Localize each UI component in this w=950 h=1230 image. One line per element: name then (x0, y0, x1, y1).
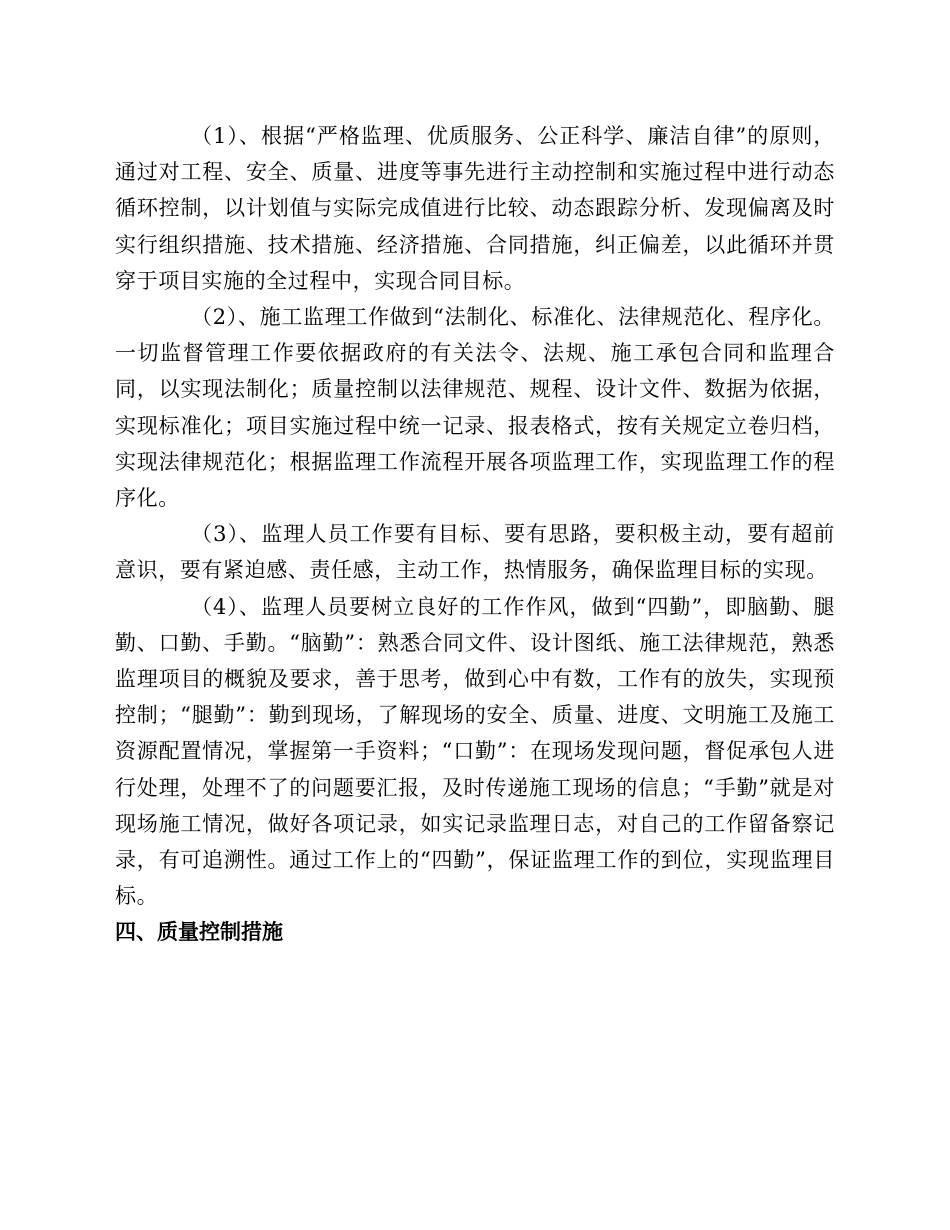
section-heading: 四、质量控制措施 (115, 920, 283, 945)
document-page (115, 118, 835, 951)
paragraph-4: （4）、监理人员要树立良好的工作作风，做到“四勤”，即脑勤、腿勤、口勤、手勤。“脑勤”：熟悉合同文件、设计图纸、施工法律规范，熟悉监理项目的概貌及要求，善于思考，做到心中有数，工作有的放失，实现预控制；“腿勤”：勤到现场，了解现场的安全、质量、进度、文明施工及施工资源配置情况，掌握第一手资料；“口勤”：在现场发现问题，督促承包人进行处理，处理不了的问题要汇报，及时传递施工现场的信息；“手勤”就是对现场施工情况，做好各项记录，如实记录监理日志，对自己的工作留备察记录，有可追溯性。通过工作上的“四勤”，保证监理工作的到位，实现监理目标。 (115, 594, 835, 909)
paragraph-3: （3）、监理人员工作要有目标、要有思路，要积极主动，要有超前意识，要有紧迫感、责任感，主动工作，热情服务，确保监理目标的实现。 (115, 522, 835, 583)
paragraph-2: （2）、施工监理工作做到“法制化、标准化、法律规范化、程序化。一切监督管理工作要依据政府的有关法令、法规、施工承包合同和监理合同，以实现法制化；质量控制以法律规范、规程、设计文件、数据为依据，实现标准化；项目实施过程中统一记录、报表格式，按有关规定立卷归档，实现法律规范化；根据监理工作流程开展各项监理工作，实现监理工作的程序化。 (115, 305, 835, 511)
paragraph-1: （1）、根据“严格监理、优质服务、公正科学、廉洁自律”的原则，通过对工程、安全、质量、进度等事先进行主动控制和实施过程中进行动态循环控制，以计划值与实际完成值进行比较、动态跟踪分析、发现偏离及时实行组织措施、技术措施、经济措施、合同措施，纠正偏差，以此循环并贯穿于项目实施的全过程中，实现合同目标。 (115, 124, 835, 293)
